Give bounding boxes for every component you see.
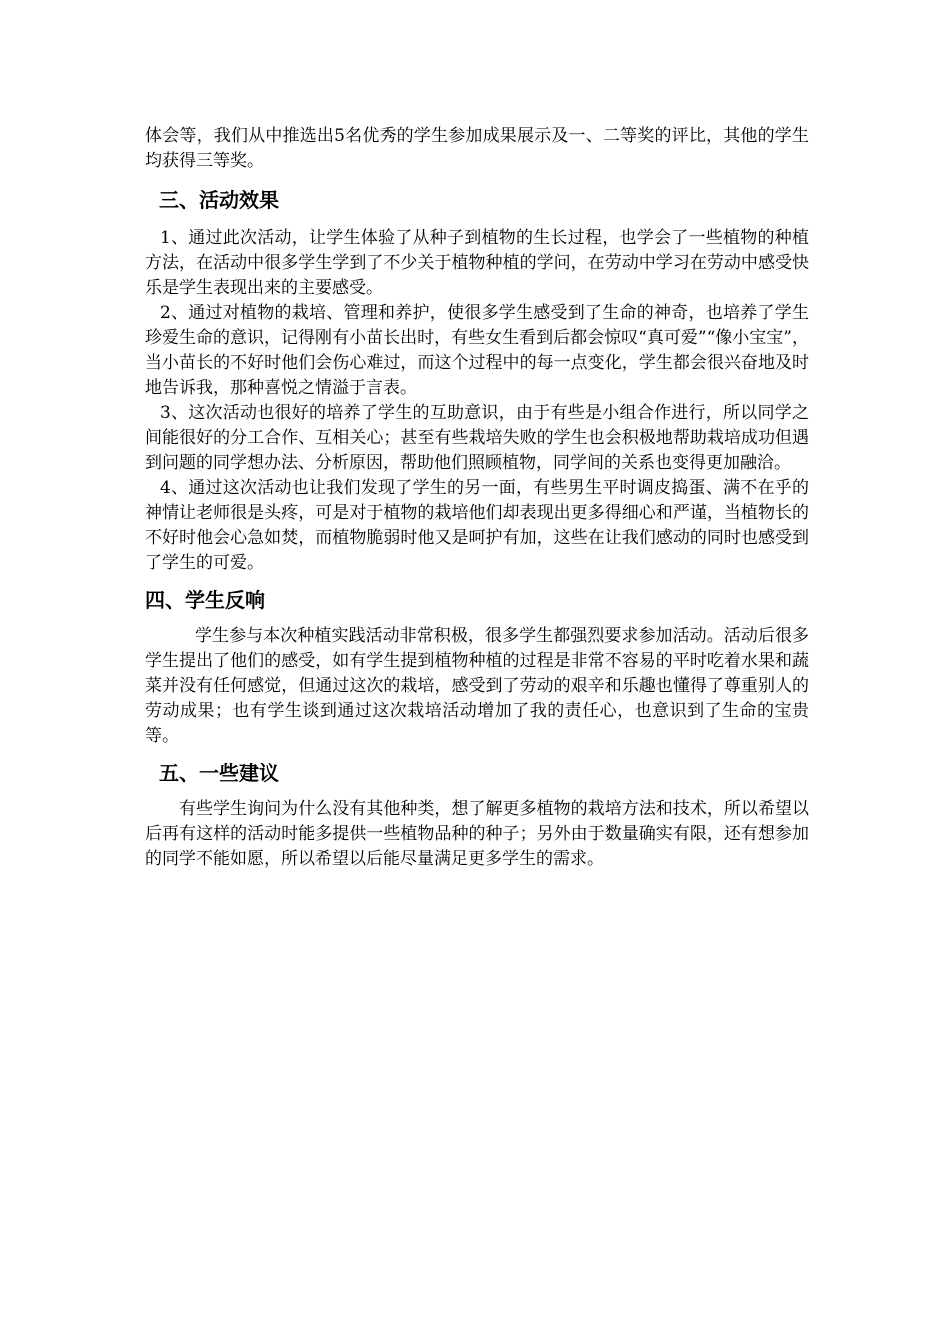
effects-paragraph-2: 2、通过对植物的栽培、管理和养护，使很多学生感受到了生命的神奇，也培养了学生珍爱生命的意识，记得刚有小苗长出时，有些女生看到后都会惊叹“真可爱”“像小宝宝”，当小苗长的不好时他们会伤心难过，而这个过程中的每一点变化，学生都会很兴奋地及时地告诉我，那种喜悦之情溢于言表。 [145,303,809,398]
feedback-paragraph: 学生参与本次种植实践活动非常积极，很多学生都强烈要求参加活动。活动后很多学生提出了他们的感受，如有学生提到植物种植的过程是非常不容易的平时吃着水果和蔬菜并没有任何感觉，但通过这次的栽培，感受到了劳动的艰辛和乐趣也懂得了尊重别人的劳动成果；也有学生谈到通过这次栽培活动增加了我的责任心，也意识到了生命的宝贵等。 [145,626,809,746]
suggestions-paragraph: 有些学生询问为什么没有其他种类，想了解更多植物的栽培方法和技术，所以希望以后再有这样的活动时能多提供一些植物品种的种子；另外由于数量确实有限，还有想参加的同学不能如愿，所以希望以后能尽量满足更多学生的需求。 [145,799,809,869]
section-heading-feedback: 四、学生反响 [145,588,265,612]
intro-paragraph: 体会等，我们从中推选出5名优秀的学生参加成果展示及一、二等奖的评比，其他的学生均获得三等奖。 [145,126,809,171]
effects-paragraph-3: 3、这次活动也很好的培养了学生的互助意识，由于有些是小组合作进行，所以同学之间能很好的分工合作、互相关心；甚至有些栽培失败的学生也会积极地帮助栽培成功但遇到问题的同学想办法、分析原因，帮助他们照顾植物，同学间的关系也变得更加融洽。 [145,403,809,473]
section-heading-suggestions: 五、一些建议 [159,761,279,785]
effects-paragraph-4: 4、通过这次活动也让我们发现了学生的另一面，有些男生平时调皮捣蛋、满不在乎的神情让老师很是头疼，可是对于植物的栽培他们却表现出更多得细心和严谨，当植物长的不好时他会心急如焚，而植物脆弱时他又是呵护有加，这些在让我们感动的同时也感受到了学生的可爱。 [145,478,809,573]
effects-paragraph-1: 1、通过此次活动，让学生体验了从种子到植物的生长过程，也学会了一些植物的种植方法，在活动中很多学生学到了不少关于植物种植的学问，在劳动中学习在劳动中感受快乐是学生表现出来的主要感受。 [145,228,809,298]
section-heading-effects: 三、活动效果 [159,188,279,212]
document-body [145,124,809,872]
